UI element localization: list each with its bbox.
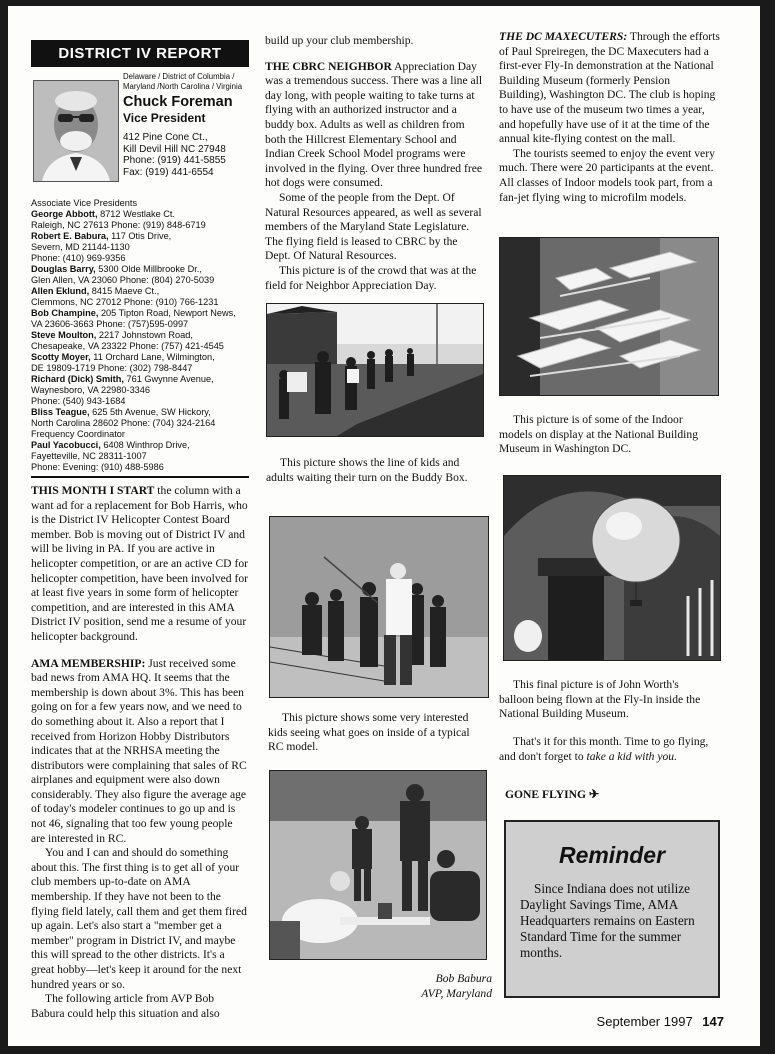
airplane-icon: ✈ xyxy=(588,787,600,801)
report-banner xyxy=(31,40,249,67)
paragraph-call-to-action: You and I can and should do something about this. The first thing is to get all of your club members up-to-date on AMA membership. If they have not been to the flying field lately, call them and get them fired up again. Let's also start a "member get a member" program in District IV, and maybe this will spread to the other districts. It's a great hobby—let's keep it around for the next hundred years or so. xyxy=(31,846,247,991)
vp-name: Chuck Foreman xyxy=(123,94,233,110)
caption-kids-model: This picture shows some very interested kids seeing what goes on inside of a typical RC model. xyxy=(268,711,470,754)
gone-flying xyxy=(505,787,599,802)
column-3 xyxy=(499,30,720,205)
paragraph-cbrc: THE CBRC NEIGHBOR Appreciation Day was a tremendous success. There was a line all day long, with people waiting to take turns at flying with an authorized instructor and a buddy box. Adults as well as children from both the Hillcrest Elementary School and Indian Creek School Model programs were involved in the flying. Over three hundred free hot dogs were consumed. xyxy=(265,59,483,190)
vp-contact: 412 Pine Cone Ct., Kill Devil Hill NC 27948 Phone: (919) 441-5855 Fax: (919) 441-6554 xyxy=(123,132,226,178)
paragraph-dnr: Some of the people from the Dept. Of Natural Resources appeared, as well as several members of the Maryland State Legislature. The flying field is leased to CBRC by the Dept. Of Natural Resources. xyxy=(265,190,482,263)
frequency-heading: Frequency Coordinator xyxy=(31,429,125,439)
photo-balloon-museum xyxy=(503,475,721,661)
byline xyxy=(338,972,492,1001)
associate-entry: Douglas Barry, 5300 Olde Millbrooke Dr., Glen Allen, VA 23060 Phone: (804) 270-5039 xyxy=(31,264,215,285)
photo-crowd-at-field xyxy=(266,303,484,437)
column-1-body xyxy=(31,484,249,1021)
associates-heading: Associate Vice Presidents xyxy=(31,198,138,208)
associate-entry: Steve Moulton, 2217 Johnstown Road, Chesapeake, VA 23322 Phone: (757) 421-4545 xyxy=(31,330,224,351)
vp-portrait xyxy=(33,80,119,182)
page-footer xyxy=(597,1014,724,1029)
associate-entry: Bob Champine, 205 Tipton Road, Newport News, VA 23606-3663 Phone: (757)595-0997 xyxy=(31,308,236,329)
paragraph-membership: AMA MEMBERSHIP: Just received some bad news from AMA HQ. It seems that the membership is down about 3%. This has been going on for a few years now, and we need to do something about it. Also a report that I received from Horizon Hobby Distributors indicates that at the NRHSA meeting the distributors were complaining that sales of RC airplanes and equipment were also down considerably. They also figure the average age of today's modeler continues to go up and is not 46, signaling that too few young people are interested in RC. xyxy=(31,656,247,845)
photo-kids-line xyxy=(269,516,489,698)
paragraph-help-wanted: THIS MONTH I START the column with a want ad for a replacement for Bob Harris, who is the District IV Helicopter Contest Board member. Bob is moving out of District IV and will be living in PA. If you are active in helicopter competition, or are an active CD for helicopter competition, have been involved for at least five years in some form of helicopter competition, and are interested in this AMA District IV position, send me a resume of your helicopter background. xyxy=(31,484,248,643)
column-1 xyxy=(31,40,249,1021)
reminder-body: Since Indiana does not utilize Daylight Savings Time, AMA Headquarters remains on Eastern Standard Time for the summer months. xyxy=(520,881,695,960)
associate-entry: George Abbott, 8712 Westlake Ct. Raleigh, NC 27613 Phone: (919) 848-6719 xyxy=(31,209,206,230)
vp-info xyxy=(123,72,251,178)
page-number: 147 xyxy=(702,1014,724,1029)
photo-model-on-ground xyxy=(269,770,487,960)
paragraph-article-intro: The following article from AVP Bob Babura could help this situation and also xyxy=(31,992,220,1020)
vp-role: Vice President xyxy=(123,111,206,125)
closing-paragraph: That's it for this month. Time to go flying, and don't forget to take a kid with you. xyxy=(499,735,709,763)
associate-entry: Scotty Moyer, 11 Orchard Lane, Wilmington, DE 19809-1719 Phone: (302) 798-8447 xyxy=(31,352,215,373)
caption-balloon: This final picture is of John Worth's balloon being flown at the Fly-In inside the National Building Museum. xyxy=(499,678,701,721)
paragraph-tourists: The tourists seemed to enjoy the event very much. There were 20 participants at the event. All classes of Indoor models took part, from a fan-jet flying wing to microfilm models. xyxy=(499,146,715,204)
photo-indoor-models xyxy=(499,237,719,396)
caption-buddy-box: This picture shows the line of kids and adults waiting their turn on the Buddy Box. xyxy=(266,456,468,484)
paragraph-crowd: This picture is of the crowd that was at the field for Neighbor Appreciation Day. xyxy=(265,263,477,292)
gone-flying-text: GONE FLYING xyxy=(505,788,587,801)
reminder-title: Reminder xyxy=(558,842,666,868)
associate-entry: Bliss Teague, 625 5th Avenue, SW Hickory, North Carolina 28602 Phone: (704) 324-2164 xyxy=(31,407,216,428)
report-title: DISTRICT IV REPORT xyxy=(58,45,222,62)
associate-entry: Richard (Dick) Smith, 761 Gwynne Avenue, Waynesboro, VA 22980-3346 Phone: (540) 943-1684 xyxy=(31,374,214,406)
column-2 xyxy=(265,34,483,293)
associate-entry: Robert E. Babura, 117 Otis Drive, Severn, MD 21144-1130 Phone: (410) 969-9356 xyxy=(31,231,172,263)
associate-entry: Allen Eklund, 8415 Maeve Ct., Clemmons, NC 27012 Phone: (910) 766-1231 xyxy=(31,286,219,307)
reminder-box xyxy=(504,820,720,998)
paragraph-maxecuters: THE DC MAXECUTERS: Through the efforts of Paul Spreiregen, the DC Maxecuters had a first-ever Fly-In demonstration at the National Building Museum (formerly Pension Building), Washington DC. The club is hoping to have use of the museum two times a year, and hopefully have use of it at the time of the annual kite-flying contest on the mall. xyxy=(499,30,720,146)
associates-list xyxy=(31,198,249,478)
states-list: Delaware / District of Columbia / Maryland /North Carolina / Virginia xyxy=(123,72,243,91)
continued-text: build up your club membership. xyxy=(265,34,414,47)
caption-indoor-models: This picture is of some of the Indoor models on display at the National Building Museum in Washington DC. xyxy=(499,413,699,456)
magazine-page xyxy=(8,6,760,1046)
issue-date: September 1997 xyxy=(596,1014,693,1029)
byline-title: AVP, Maryland xyxy=(421,986,492,1000)
vp-block xyxy=(31,72,249,190)
frequency-entry: Paul Yacobucci, 6408 Winthrop Drive, Fayetteville, NC 28311-1007 Phone: Evening: (910) 488-5986 xyxy=(31,440,190,472)
associates-people xyxy=(31,209,249,429)
byline-name: Bob Babura xyxy=(435,972,492,985)
